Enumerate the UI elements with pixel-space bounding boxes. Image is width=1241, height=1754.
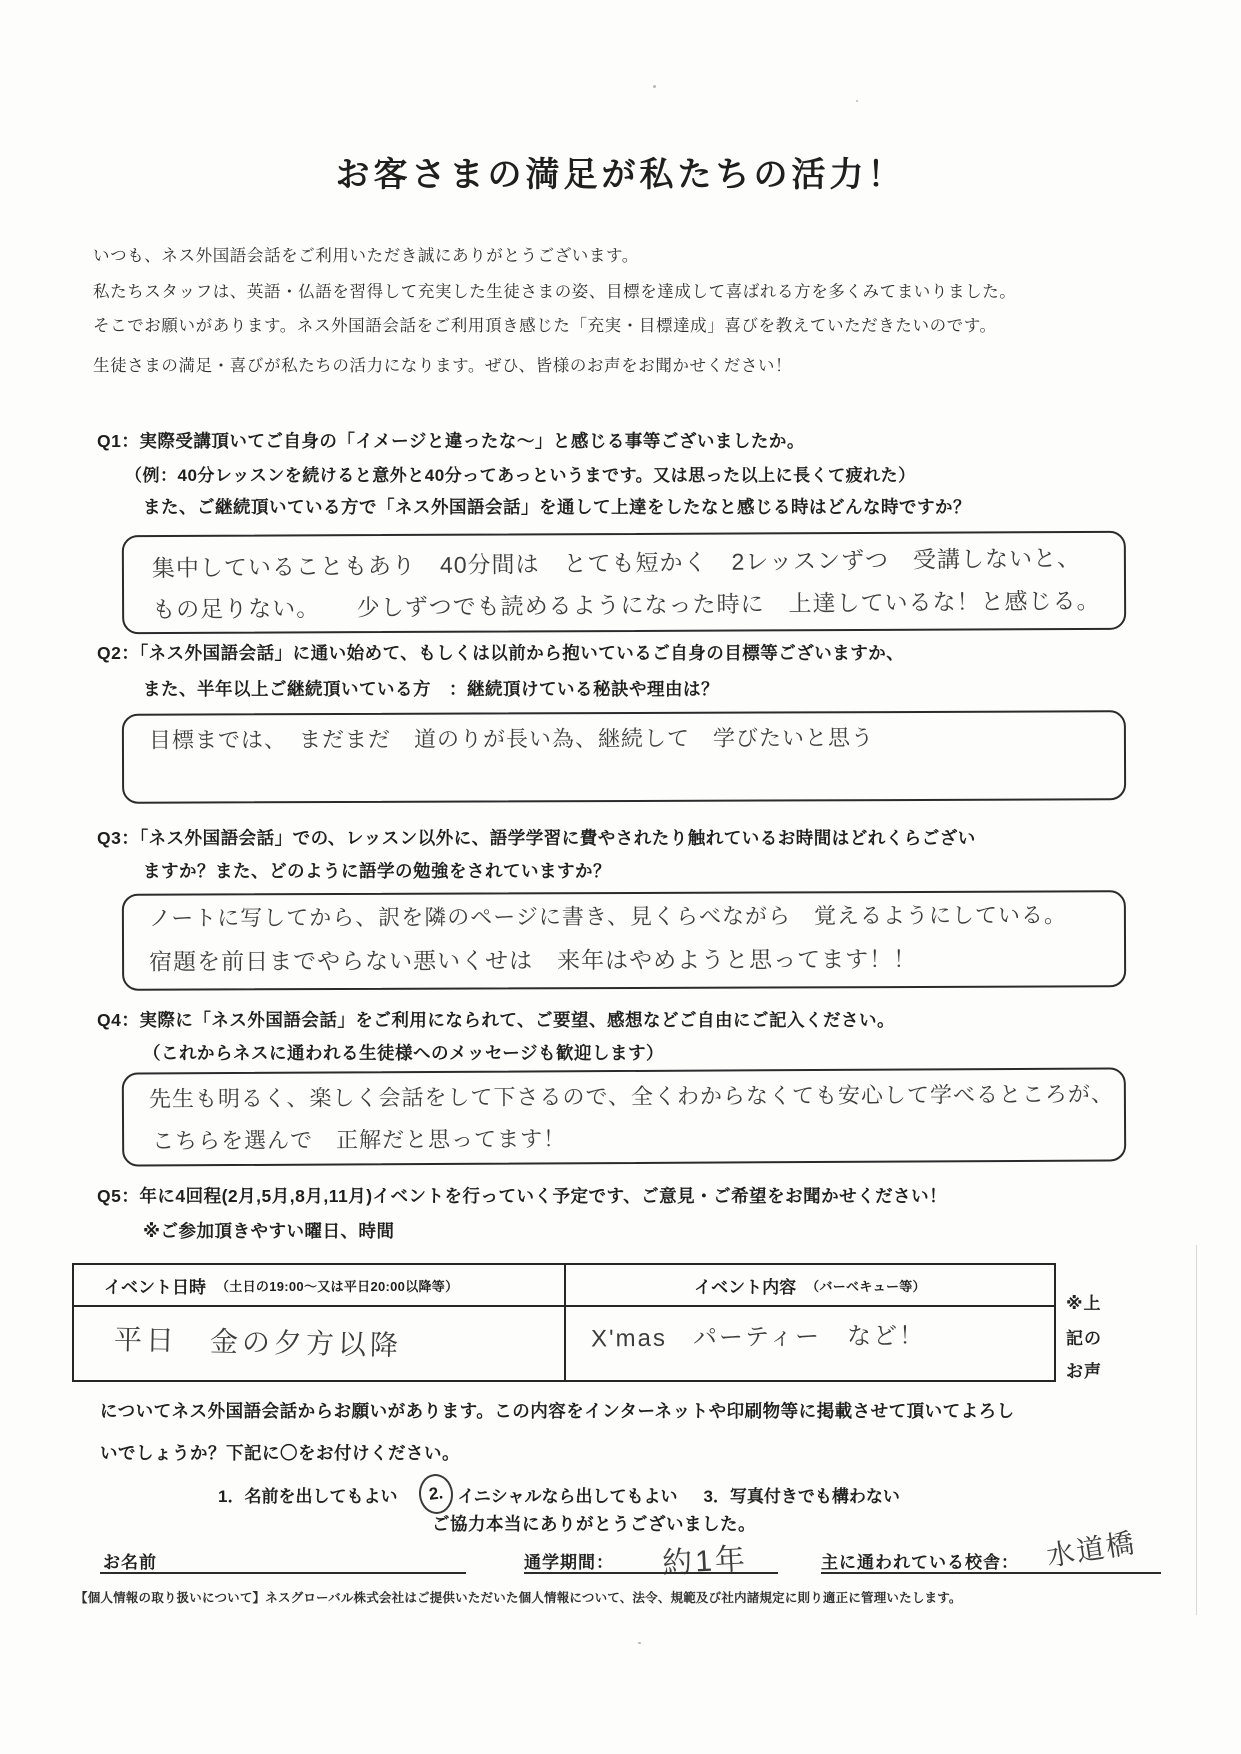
- school-field-label: 主に通われている校舎：: [821, 1553, 1019, 1572]
- intro-line-3: そこでお願いがあります。ネス外国語会話をご利用頂き感じた「充実・目標達成」喜びを教えていただきたいのです。: [93, 317, 997, 335]
- school-handwritten-value: 水道橋: [1044, 1527, 1139, 1572]
- event-content-handwritten-value: X'mas パーティー など！: [590, 1322, 926, 1353]
- scan-speck: [856, 100, 858, 102]
- q1-example: （例：40分レッスンを続けると意外と40分ってあっというまです。又は思った以上に長くて疲れた）: [125, 466, 916, 485]
- q1-question: Q1：実際受講頂いてご自身の「イメージと違ったな～」と感じる事等ございましたか。: [97, 431, 805, 451]
- consent-options-row: [218, 1474, 900, 1514]
- school-field-underline: [821, 1572, 1161, 1574]
- scan-speck: [638, 1642, 641, 1644]
- intro-line-4: 生徒さまの満足・喜びが私たちの活力になります。ぜひ、皆様のお声をお聞かせください！: [93, 357, 793, 375]
- q2-question: Q2：「ネス外国語会話」に通い始めて、もしくは以前から抱いているご自身の目標等ございますか、: [97, 643, 905, 663]
- scan-edge-artifact: [1196, 1245, 1197, 1615]
- period-field-label: 通学期間：: [524, 1553, 614, 1572]
- event-date-value-cell: [74, 1307, 566, 1380]
- q1-handwritten-answer-line1: 集中していることもあり 40分間は とても短かく 2レッスンずつ 受講しないと、: [151, 544, 1082, 582]
- consent-option-2: イニシャルなら出してもよい: [457, 1486, 678, 1506]
- event-table-header-row: [74, 1265, 1054, 1307]
- name-field-label: お名前: [103, 1553, 157, 1572]
- name-field-underline: [100, 1572, 466, 1574]
- q3-question-cont: ますか？また、どのように語学の勉強をされていますか？: [143, 861, 611, 881]
- q3-answer-box: [122, 890, 1126, 991]
- q1-handwritten-answer-line2: もの足りない。 少しずつでも読めるようになった時に 上達しているな！と感じる。: [152, 587, 1101, 623]
- event-table: [72, 1263, 1056, 1382]
- q5-subnote: ※ご参加頂きやすい曜日、時間: [143, 1221, 395, 1241]
- q1-subquestion: また、ご継続頂いている方で「ネス外国語会話」を通して上達をしたなと感じる時はどんな時ですか？: [143, 497, 971, 517]
- q4-subnote: （これからネスに通われる生徒様へのメッセージも歓迎します）: [143, 1043, 664, 1063]
- event-date-header-note: （土日の19:00～又は平日20:00以降等）: [216, 1278, 459, 1294]
- consent-option-2-circled-number: 2.: [417, 1472, 455, 1515]
- q2-answer-box: [122, 710, 1126, 804]
- q4-handwritten-answer-line2: こちらを選んで 正解だと思ってます！: [152, 1126, 567, 1154]
- scan-speck: [653, 85, 656, 88]
- event-date-header-cell: [74, 1265, 566, 1305]
- privacy-note: 【個人情報の取り扱いについて】ネスグローバル株式会社はご提供いただいた個人情報について、法令、規範及び社内諸規定に則り適正に管理いたします。: [75, 1591, 962, 1605]
- side-note-line2: 記の: [1066, 1329, 1102, 1348]
- q1-answer-box: [122, 531, 1126, 634]
- q3-question: Q3：「ネス外国語会話」での、レッスン以外に、語学学習に費やされたり触れているお時間はどれくらござい: [97, 828, 976, 848]
- event-content-header-note: （バーベキュー等）: [806, 1278, 926, 1294]
- event-table-value-row: [74, 1307, 1054, 1380]
- side-note-line1: ※上: [1066, 1294, 1102, 1313]
- event-date-header: イベント日時: [104, 1277, 206, 1297]
- consent-text-line2: いでしょうか？下記に〇をお付けください。: [100, 1443, 460, 1463]
- intro-line-1: いつも、ネス外国語会話をご利用いただき誠にありがとうございます。: [93, 247, 639, 265]
- q3-handwritten-answer-line1: ノートに写してから、訳を隣のページに書き、見くらべながら 覚えるようにしている。: [148, 902, 1067, 931]
- q4-question: Q4：実際に「ネス外国語会話」をご利用になられて、ご要望、感想などご自由にご記入ください。: [97, 1010, 895, 1030]
- event-date-handwritten-value: 平日 金の夕方以降: [113, 1323, 403, 1362]
- intro-line-2: 私たちスタッフは、英語・仏語を習得して充実した生徒さまの姿、目標を達成して喜ばれる方を多くみてまいりました。: [93, 283, 1017, 301]
- consent-option-3: 3．写真付きでも構わない: [703, 1486, 900, 1506]
- q4-handwritten-answer-line1: 先生も明るく、楽しく会話をして下さるので、全くわからなくても安心して学べるところが、: [148, 1081, 1115, 1112]
- q2-handwritten-answer-line1: 目標までは、 まだまだ 道のりが長い為、継続して 学びたいと思う: [148, 725, 874, 753]
- consent-text-line1: についてネス外国語会話からお願いがあります。この内容をインターネットや印刷物等に掲載させて頂いてよろし: [100, 1401, 1015, 1421]
- q4-answer-box: [122, 1067, 1126, 1166]
- consent-option-1: 1．名前を出してもよい: [218, 1486, 398, 1506]
- event-content-header: イベント内容: [694, 1277, 797, 1297]
- q5-question: Q5：年に4回程(2月,5月,8月,11月)イベントを行っていく予定です、ご意見・ご希望をお聞かせください！: [97, 1186, 948, 1206]
- q3-handwritten-answer-line2: 宿題を前日までやらない悪いくせは 来年はやめようと思ってます！！: [149, 945, 918, 975]
- side-note-line3: お声: [1066, 1362, 1102, 1381]
- thanks-text: ご協力本当にありがとうございました。: [432, 1514, 756, 1534]
- period-field-underline: [524, 1572, 778, 1574]
- period-handwritten-value: 約1年: [661, 1542, 749, 1581]
- q2-subquestion: また、半年以上ご継続頂いている方 ：継続頂けている秘訣や理由は？: [143, 679, 719, 699]
- event-content-header-cell: [566, 1265, 1054, 1305]
- page-title: お客さまの満足が私たちの活力！: [335, 156, 906, 194]
- event-content-value-cell: [566, 1307, 1054, 1380]
